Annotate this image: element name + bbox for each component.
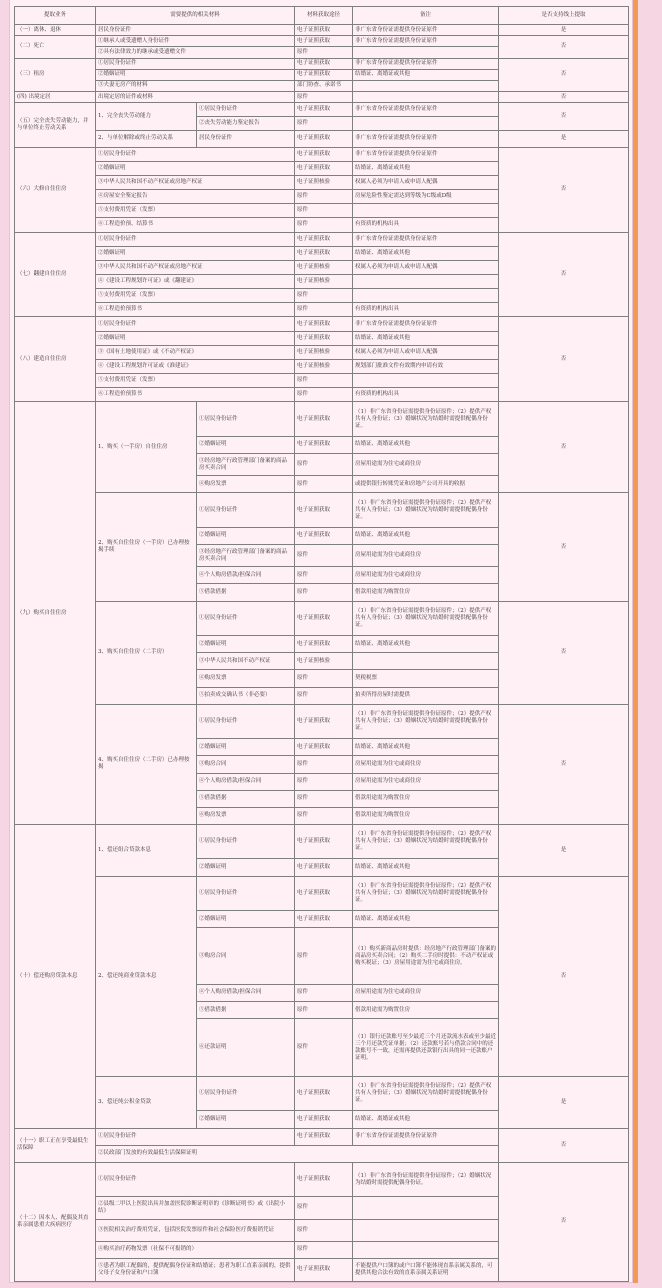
- table-cell: 非广东省身份证需提供身份证原件: [353, 232, 499, 246]
- table-row: [15, 147, 629, 161]
- table-cell: （十一）职工正在享受最低生活保障: [15, 1128, 96, 1162]
- table-row: [15, 1128, 629, 1145]
- table-cell: ②丧失劳动能力鉴定报告: [197, 117, 295, 131]
- table-cell: 电子证照获取: [295, 402, 353, 436]
- table-cell: 不能提供户口簿的或户口簿不能体现直系亲属关系的，可提供其他合法有效的直系亲属关系证明: [353, 1258, 499, 1281]
- table-cell: 非广东省身份证需提供身份证原件: [353, 58, 499, 69]
- table-cell: ③中华人民共和国不动产权证: [197, 653, 295, 670]
- table-cell: ⑤借款借据: [197, 1002, 295, 1019]
- table-cell: 电子证照获取: [295, 36, 353, 47]
- table-cell: ③经房地产行政管理部门备案的商品房买卖合同: [197, 544, 295, 566]
- table-cell: ⑥购房发票: [197, 807, 295, 824]
- table-cell: 原件: [295, 1019, 353, 1077]
- table-cell: 电子证照核验: [295, 274, 353, 288]
- table-cell: 是: [499, 25, 629, 36]
- table-cell: 电子证照获取: [295, 69, 353, 80]
- table-cell: 否: [499, 232, 629, 317]
- table-cell: 权属人必须为申请人或申请人配偶: [353, 345, 499, 359]
- table-row: [15, 876, 629, 910]
- table-cell: 非广东省身份证需提供身份证原件: [353, 36, 499, 47]
- table-cell: 电子证照获取: [295, 1076, 353, 1110]
- table-cell: ④个人购房借款/担保合同: [197, 567, 295, 584]
- table-cell: ②婚姻证明: [197, 739, 295, 756]
- table-cell: 房屋用途需为住宅或商住房: [353, 453, 499, 475]
- table-cell: ③购房合同: [197, 928, 295, 985]
- table-cell: 有资质的机构出具: [353, 218, 499, 232]
- table-cell: 原件: [295, 1197, 353, 1219]
- table-cell: 结婚证、离婚证或其他: [353, 331, 499, 345]
- table-cell: ⑥工程造价预算书: [96, 388, 295, 402]
- table-cell: ⑤支付费用凭证（发票）: [96, 374, 295, 388]
- table-cell: （七）翻建自住住房: [15, 232, 96, 317]
- table-cell: 否: [499, 704, 629, 824]
- table-cell: ②婚姻证明: [197, 859, 295, 876]
- table-cell: 1、完全丧失劳动能力: [96, 103, 197, 131]
- table-row: [15, 232, 629, 246]
- table-cell: [353, 80, 499, 91]
- table-cell: ②具有法律效力的继承或受遗赠文件: [96, 47, 295, 58]
- table-cell: ⑥工程造价预算书: [96, 303, 295, 317]
- table-cell: ④个人购房借款/担保合同: [197, 773, 295, 790]
- table-cell: 电子证照获取: [295, 704, 353, 738]
- table-cell: 原件: [295, 1002, 353, 1019]
- table-cell: [353, 1241, 499, 1258]
- table-cell: 非广东省身份证需提供身份证原件: [353, 317, 499, 331]
- table-cell: [353, 374, 499, 388]
- table-cell: 否: [499, 402, 629, 493]
- table-cell: 居民身份证件: [197, 131, 295, 147]
- table-cell: 是: [499, 825, 629, 877]
- table-cell: 原件: [295, 476, 353, 493]
- table-cell: ③经房地产行政管理部门备案的商品房买卖合同: [197, 453, 295, 475]
- table-cell: 电子证照获取: [295, 601, 353, 635]
- table-cell: 结婚证、离婚证或其他: [353, 739, 499, 756]
- table-cell: 电子证照获取: [295, 103, 353, 117]
- table-cell: ①居民身份证件: [197, 1076, 295, 1110]
- table-cell: ①居民身份证件: [197, 493, 295, 527]
- right-border-stripe: [633, 0, 638, 1283]
- table-cell: 规划部门批准文件有效期内申请有效: [353, 359, 499, 373]
- table-cell: [353, 204, 499, 218]
- header-remarks: 备注: [353, 7, 499, 25]
- table-cell: 否: [499, 601, 629, 704]
- table-cell: 电子证照获取: [295, 131, 353, 147]
- table-cell: 房屋用途需为住宅或商住房: [353, 756, 499, 773]
- table-cell: ③夫妻无房产的材料: [96, 80, 295, 91]
- table-row: [15, 704, 629, 738]
- table-cell: [353, 1197, 499, 1219]
- table-cell: （1）非广东省身份证需提供身份证原件；（2）婚姻状况为结婚时需提供配偶身份证。: [353, 1162, 499, 1196]
- table-cell: ②婚姻证明: [96, 331, 295, 345]
- table-cell: 有资质的机构出具: [353, 388, 499, 402]
- table-cell: ①居民身份证件: [96, 58, 295, 69]
- withdrawal-materials-table: [14, 6, 629, 1282]
- table-cell: 电子证照获取: [295, 161, 353, 175]
- table-cell: （1）银行还款账号至少最近三个月还款流水表或至少最近三个月还款凭证单据；（2）还款账号若与借款合同中的还款账号不一致，还需再提供还款银行出具的同一还款账户证明。: [353, 1019, 499, 1077]
- table-cell: 否: [499, 1162, 629, 1281]
- table-cell: ①居民身份证件: [197, 103, 295, 117]
- table-cell: 非广东省身份证需提供身份证原件: [353, 131, 499, 147]
- table-cell: 电子证照核验: [295, 653, 353, 670]
- table-cell: 电子证照获取: [295, 636, 353, 653]
- table-cell: ①居民身份证件: [96, 232, 295, 246]
- table-cell: 2、与单位解除或终止劳动关系: [96, 131, 197, 147]
- table-cell: 原件: [295, 374, 353, 388]
- table-cell: 2、偿还纯商业贷款本息: [96, 876, 197, 1076]
- table-cell: 电子证照获取: [295, 246, 353, 260]
- table-cell: 结婚证、离婚证或其他: [353, 436, 499, 453]
- table-cell: （1）非广东省身份证需提供身份证原件；（2）提供产权共有人身份证；（3）婚姻状况为结婚时需提供配偶身份证。: [353, 601, 499, 635]
- table-cell: 结婚证、离婚证或其他: [353, 69, 499, 80]
- table-cell: [353, 117, 499, 131]
- table-cell: 原件: [295, 773, 353, 790]
- table-cell: (四) 出境定居: [15, 91, 96, 102]
- table-cell: ②婚姻证明: [197, 911, 295, 928]
- header-materials: 需要提供的相关材料: [96, 7, 295, 25]
- table-row: [15, 493, 629, 527]
- table-cell: 借款用途需为购置住房: [353, 1002, 499, 1019]
- table-cell: 电子证照获取: [295, 232, 353, 246]
- table-cell: 原件: [295, 928, 353, 985]
- table-cell: 电子证照获取: [295, 825, 353, 859]
- table-cell: 电子证照获取: [295, 493, 353, 527]
- table-cell: 原件: [295, 218, 353, 232]
- table-cell: ⑤支付费用凭证（发票）: [96, 289, 295, 303]
- table-cell: 原件: [295, 289, 353, 303]
- table-cell: （五）完全丧失劳动能力，并与单位终止劳动关系: [15, 103, 96, 148]
- table-cell: ⑤借款借据: [197, 790, 295, 807]
- table-cell: （1）非广东省身份证需提供身份证原件；（2）提供产权共有人身份证；（3）婚姻状况为结婚时需提供配偶身份证。: [353, 493, 499, 527]
- table-row: [15, 825, 629, 859]
- table-cell: 是: [499, 131, 629, 147]
- table-cell: ②县级二甲以上医院出具并加盖医院诊断证明章的《诊断证明书》或《出院小结》: [96, 1197, 295, 1219]
- table-cell: ⑥工程造价预、结算书: [96, 218, 295, 232]
- table-cell: 部门协查、承诺书: [295, 80, 353, 91]
- table-cell: 房屋用途需为住宅或商住房: [353, 984, 499, 1001]
- table-row: [15, 601, 629, 635]
- table-cell: 原件: [295, 1219, 353, 1241]
- table-row: [15, 91, 629, 102]
- table-cell: 借款用途需为购置住房: [353, 790, 499, 807]
- table-cell: ③购房合同: [197, 756, 295, 773]
- table-cell: 非广东省身份证需提供身份证原件: [353, 103, 499, 117]
- table-cell: 原件: [295, 453, 353, 475]
- table-cell: 电子证照获取: [295, 25, 353, 36]
- table-cell: ④购房发票: [197, 670, 295, 687]
- table-cell: 拍卖所得房屋时需提供: [353, 687, 499, 704]
- table-cell: ④《建设工程规划许可证或《准建证》: [96, 359, 295, 373]
- table-cell: ③《国有土地使用证》或《不动产权证》: [96, 345, 295, 359]
- table-cell: ②婚姻证明: [197, 527, 295, 544]
- table-cell: 电子证照核验: [295, 260, 353, 274]
- table-cell: 电子证照获取: [295, 331, 353, 345]
- table-cell: 电子证照获取: [295, 147, 353, 161]
- table-cell: 原件: [295, 756, 353, 773]
- table-cell: 否: [499, 1128, 629, 1162]
- table-cell: （六）大修自住住房: [15, 147, 96, 232]
- table-cell: 原件: [295, 303, 353, 317]
- table-cell: ③中华人民共和国不动产权证或房地产权证: [96, 175, 295, 189]
- table-cell: 房屋用途需为住宅或商住房: [353, 773, 499, 790]
- table-cell: 电子证照获取: [295, 859, 353, 876]
- table-cell: [353, 1219, 499, 1241]
- table-cell: 结婚证、离婚证或其他: [353, 859, 499, 876]
- table-cell: 或提供银行转账凭证和房地产公司开具的收据: [353, 476, 499, 493]
- table-cell: 4、购买自住住房（二手房）已办理按揭: [96, 704, 197, 824]
- header-business: 提取业务: [15, 7, 96, 25]
- table-cell: （八）建造自住住房: [15, 317, 96, 402]
- table-cell: 借款用途需为购置住房: [353, 584, 499, 601]
- table-header-row: [15, 7, 629, 25]
- table-cell: 1、偿还组合贷款本息: [96, 825, 197, 877]
- table-cell: 否: [499, 493, 629, 601]
- table-cell: 出境定居的证件或材料: [96, 91, 295, 102]
- table-cell: ⑤支付费用凭证（发票）: [96, 204, 295, 218]
- table-cell: [353, 289, 499, 303]
- table-cell: ①居民身份证件: [197, 825, 295, 859]
- table-cell: 房屋危险性鉴定需达到等级为C级或D级: [353, 190, 499, 204]
- table-row: [15, 1162, 629, 1196]
- table-cell: 有资质的机构出具: [353, 303, 499, 317]
- table-cell: 非广东省身份证需提供身份证原件: [353, 1128, 499, 1145]
- table-cell: [353, 91, 499, 102]
- table-cell: ②婚姻证明: [96, 161, 295, 175]
- table-cell: 结婚证、离婚证或其他: [353, 161, 499, 175]
- table-cell: 非广东省身份证需提供身份证原件: [353, 25, 499, 36]
- table-cell: ⑤拍卖成交确认书（非必要）: [197, 687, 295, 704]
- table-row: [15, 103, 629, 117]
- table-cell: 3、偿还纯公积金贷款: [96, 1076, 197, 1128]
- table-cell: （一）离休、退休: [15, 25, 96, 36]
- table-cell: ⑤患者为职工配偶的，提供配偶身份证和结婚证；患者为职工直系亲属的，提供父母子女身份证和户口簿: [96, 1258, 295, 1281]
- table-cell: 电子证照获取: [295, 527, 353, 544]
- table-cell: 电子证照核验: [295, 345, 353, 359]
- table-cell: ④个人购房借款/担保合同: [197, 984, 295, 1001]
- table-cell: [353, 47, 499, 58]
- table-cell: 电子证照获取: [295, 1128, 353, 1145]
- table-cell: [353, 653, 499, 670]
- table-cell: 电子证照获取: [295, 739, 353, 756]
- table-cell: ⑥还款证明: [197, 1019, 295, 1077]
- table-cell: （二）死亡: [15, 36, 96, 58]
- table-cell: ④购房发票: [197, 476, 295, 493]
- table-cell: 2、购买自住住房（一手房）已办理按揭手续: [96, 493, 197, 601]
- table-cell: 原件: [295, 790, 353, 807]
- table-cell: 电子证照获取: [295, 876, 353, 910]
- table-cell: （1）购买新商品房时提供：经房地产行政管理部门备案的商品房买卖合同；（2）购买二手房时提供：不动产权证或购买税证；（3）房屋用途需为住宅或商住房。: [353, 928, 499, 985]
- table-cell: （1）非广东省身份证需提供身份证原件；（2）提供产权共有人身份证；（3）婚姻状况为结婚时需提供配偶身份证。: [353, 1076, 499, 1110]
- table-cell: [353, 274, 499, 288]
- table-cell: 契税税票: [353, 670, 499, 687]
- table-cell: 结婚证、离婚证或其他: [353, 246, 499, 260]
- table-cell: （1）非广东省身份证需提供身份证原件；（2）提供产权共有人身份证；（3）婚姻状况为结婚时需提供配偶身份证。: [353, 825, 499, 859]
- table-cell: 否: [499, 91, 629, 102]
- table-cell: ②民政部门发放的有效最低生活保障证明: [96, 1145, 499, 1162]
- table-cell: 非广东省身份证需提供身份证原件: [353, 147, 499, 161]
- table-row: [15, 131, 629, 147]
- table-cell: ④房屋安全鉴定报告: [96, 190, 295, 204]
- table-row: [15, 402, 629, 436]
- table-cell: 原件: [295, 388, 353, 402]
- table-cell: 结婚证、离婚证或其他: [353, 636, 499, 653]
- table-cell: 原件: [295, 807, 353, 824]
- table-cell: 否: [499, 876, 629, 1076]
- table-cell: 原件: [295, 47, 353, 58]
- table-cell: （1）非广东省身份证需提供身份证原件；（2）提供产权共有人身份证；（3）婚姻状况为结婚时需提供配偶身份证。: [353, 402, 499, 436]
- table-cell: 结婚证、离婚证或其他: [353, 527, 499, 544]
- document-page: [9, 0, 633, 1283]
- table-cell: ⑤借款借据: [197, 584, 295, 601]
- table-cell: （十二）因本人、配偶及其直系亲属患重大疾病医疗: [15, 1162, 96, 1281]
- table-row: [15, 25, 629, 36]
- table-cell: 电子证照获取: [295, 911, 353, 928]
- table-cell: 原件: [295, 91, 353, 102]
- table-cell: ①继承人或受遗赠人身份证件: [96, 36, 295, 47]
- table-cell: 否: [499, 317, 629, 402]
- table-cell: 房屋用途需为住宅或商住房: [353, 544, 499, 566]
- table-cell: 原件: [295, 687, 353, 704]
- table-cell: ②婚姻证明: [197, 636, 295, 653]
- table-cell: ②婚姻证明: [197, 436, 295, 453]
- table-row: [15, 58, 629, 69]
- table-cell: （1）非广东省身份证需提供身份证原件；（2）提供产权共有人身份证；（3）婚姻状况为结婚时需提供配偶身份证。: [353, 704, 499, 738]
- table-cell: ①居民身份证件: [197, 601, 295, 635]
- table-cell: 电子证照获取: [295, 317, 353, 331]
- table-cell: ①居民身份证件: [197, 704, 295, 738]
- table-cell: ③中华人民共和国不动产权证或房地产权证: [96, 260, 295, 274]
- table-cell: （三）租房: [15, 58, 96, 91]
- table-cell: 居民身份证件: [96, 25, 295, 36]
- table-cell: 电子证照获取: [295, 436, 353, 453]
- table-cell: 电子证照核验: [295, 175, 353, 189]
- table-cell: 原件: [295, 584, 353, 601]
- table-cell: 原件: [295, 190, 353, 204]
- table-cell: 否: [499, 58, 629, 91]
- table-cell: 借款用途需为购置住房: [353, 807, 499, 824]
- table-cell: ④购买治疗药物发票（社保不可报销的）: [96, 1241, 295, 1258]
- table-cell: 电子证照获取: [295, 1111, 353, 1128]
- table-cell: 3、购买自住住房（二手房）: [96, 601, 197, 704]
- table-row: [15, 317, 629, 331]
- table-cell: ①居民身份证件: [96, 1162, 295, 1196]
- table-cell: ①居民身份证件: [96, 317, 295, 331]
- table-row: [15, 1076, 629, 1110]
- table-cell: 原件: [295, 984, 353, 1001]
- header-channel: 材料获取途径: [295, 7, 353, 25]
- table-cell: ②婚姻证明: [96, 69, 295, 80]
- table-cell: ①居民身份证件: [96, 1128, 295, 1145]
- table-cell: 原件: [295, 567, 353, 584]
- table-cell: 权属人必须为申请人或申请人配偶: [353, 260, 499, 274]
- table-cell: 结婚证、离婚证或其他: [353, 1111, 499, 1128]
- table-cell: 房屋用途需为住宅或商住房: [353, 567, 499, 584]
- table-cell: 是: [499, 1076, 629, 1128]
- table-cell: 原件: [295, 670, 353, 687]
- table-cell: 电子证照核验: [295, 359, 353, 373]
- table-cell: 否: [499, 36, 629, 58]
- table-cell: ①居民身份证件: [197, 402, 295, 436]
- table-cell: 原件: [295, 204, 353, 218]
- table-cell: 1、购买（一手房）自住住房: [96, 402, 197, 493]
- table-cell: ②婚姻证明: [197, 1111, 295, 1128]
- table-cell: ②婚姻证明: [96, 246, 295, 260]
- table-cell: 原件: [295, 544, 353, 566]
- table-cell: 电子证照获取: [295, 1258, 353, 1281]
- table-cell: 否: [499, 103, 629, 131]
- table-cell: ①居民身份证件: [96, 147, 295, 161]
- table-row: [15, 36, 629, 47]
- table-cell: ④《建设工程规划许可证》或《翻建证》: [96, 274, 295, 288]
- table-cell: （九）购买自住住房: [15, 402, 96, 825]
- table-cell: ③医院相关治疗费用凭证，包括医院发票原件和社会保险医疗费报销凭证: [96, 1219, 295, 1241]
- table-cell: 原件: [295, 117, 353, 131]
- table-cell: 权属人必须为申请人或申请人配偶: [353, 175, 499, 189]
- table-cell: 电子证照获取: [295, 58, 353, 69]
- table-cell: 否: [499, 147, 629, 232]
- header-online: 是否支持线上提取: [499, 7, 629, 25]
- table-cell: （1）非广东省身份证需提供身份证原件；（2）提供产权共有人身份证；（3）婚姻状况为结婚时需提供配偶身份证。: [353, 876, 499, 910]
- table-cell: （十）偿还购房贷款本息: [15, 825, 96, 1128]
- table-cell: 结婚证、离婚证或其他: [353, 911, 499, 928]
- table-cell: 原件: [295, 1241, 353, 1258]
- table-cell: ①居民身份证件: [197, 876, 295, 910]
- table-cell: 电子证照获取: [295, 1162, 353, 1196]
